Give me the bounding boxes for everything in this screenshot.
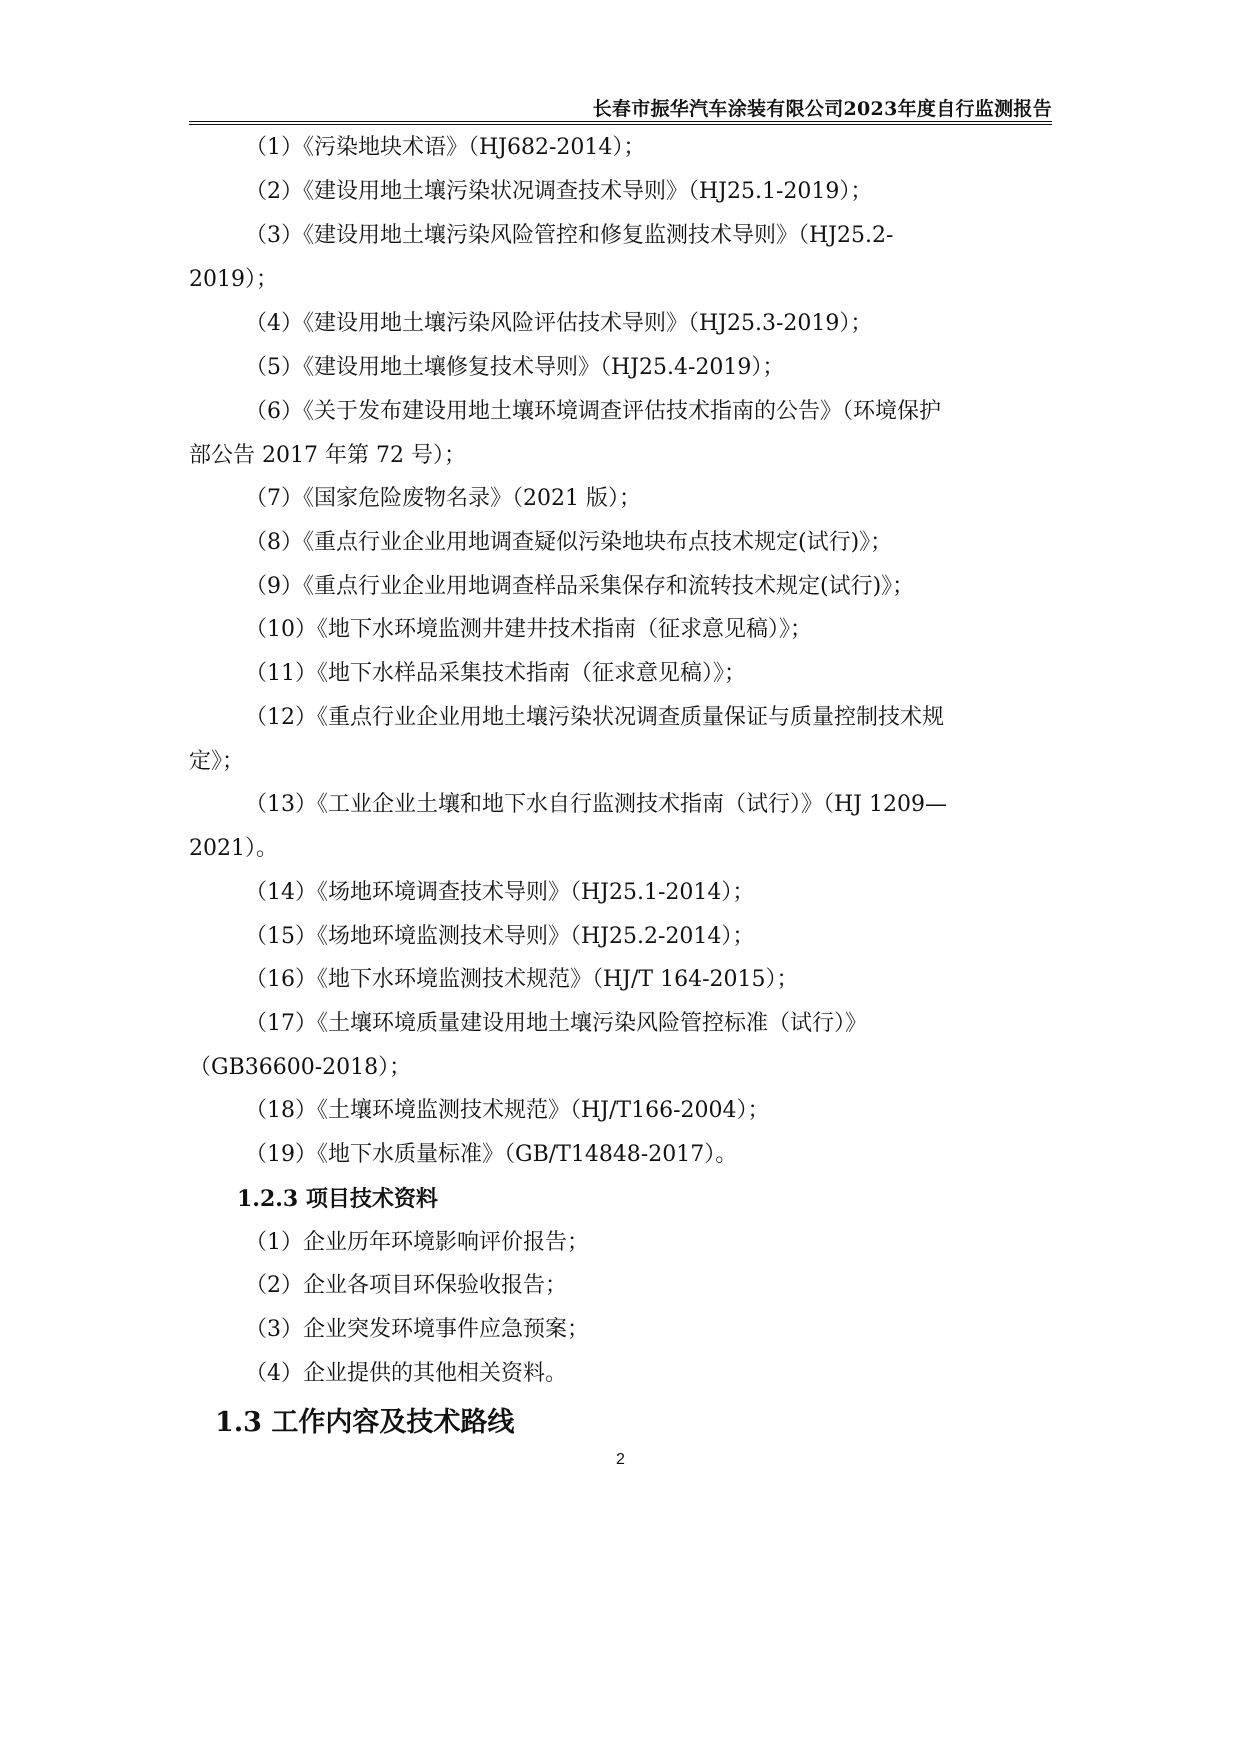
page-header-title: 长春市振华汽车涂装有限公司2023年度自行监测报告 [592, 98, 1052, 120]
reference-item: （3）《建设用地土壤污染风险管控和修复监测技术导则》（HJ25.2- [245, 223, 894, 248]
reference-item: （11）《地下水样品采集技术指南（征求意见稿）》； [245, 661, 746, 686]
reference-item: （14）《场地环境调查技术导则》（HJ25.1-2014）； [245, 880, 755, 905]
header-rule [189, 121, 1052, 122]
reference-item: （4）《建设用地土壤污染风险评估技术导则》（HJ25.3-2019）； [245, 311, 873, 336]
reference-item: （1）《污染地块术语》（HJ682-2014）； [245, 135, 646, 160]
page-number: 2 [616, 1451, 625, 1468]
reference-item: （7）《国家危险废物名录》（2021 版）； [245, 486, 641, 511]
reference-item: （15）《场地环境监测技术导则》（HJ25.2-2014）； [245, 924, 755, 949]
reference-item: （17）《土壤环境质量建设用地土壤污染风险管控标准（试行）》 [245, 1011, 867, 1036]
reference-item-continuation: 定》； [189, 749, 245, 774]
reference-item: （5）《建设用地土壤修复技术导则》（HJ25.4-2019）； [245, 355, 785, 380]
technical-material-item: （1）企业历年环境影响评价报告； [245, 1230, 589, 1255]
reference-item: （9）《重点行业企业用地调查样品采集保存和流转技术规定(试行)》； [245, 574, 915, 599]
technical-material-item: （4）企业提供的其他相关资料。 [245, 1361, 567, 1386]
reference-item: （19）《地下水质量标准》（GB/T14848-2017）。 [245, 1142, 738, 1167]
reference-item: （8）《重点行业企业用地调查疑似污染地块布点技术规定(试行)》； [245, 530, 893, 555]
reference-item: （12）《重点行业企业用地土壤污染状况调查质量保证与质量控制技术规 [245, 705, 944, 730]
reference-item-continuation: 2021）。 [189, 836, 278, 861]
reference-item: （6）《关于发布建设用地土壤环境调查评估技术指南的公告》（环境保护 [245, 399, 941, 424]
technical-material-item: （3）企业突发环境事件应急预案； [245, 1317, 589, 1342]
reference-item: （18）《土壤环境监测技术规范》（HJ/T166-2004）； [245, 1098, 770, 1123]
technical-material-item: （2）企业各项目环保验收报告； [245, 1273, 567, 1298]
reference-item: （2）《建设用地土壤污染状况调查技术导则》（HJ25.1-2019）； [245, 179, 873, 204]
header-rule-thin [189, 124, 1052, 125]
subsection-heading: 1.2.3 项目技术资料 [237, 1186, 438, 1212]
reference-item-continuation: （GB36600-2018）； [189, 1055, 412, 1080]
reference-item-continuation: 部公告 2017 年第 72 号）； [189, 443, 466, 468]
section-heading: 1.3 工作内容及技术路线 [215, 1407, 515, 1438]
reference-item: （10）《地下水环境监测井建井技术指南（征求意见稿）》； [245, 617, 812, 642]
reference-item-continuation: 2019）； [189, 267, 278, 292]
reference-item: （13）《工业企业土壤和地下水自行监测技术指南（试行）》（HJ 1209— [245, 792, 947, 817]
reference-item: （16）《地下水环境监测技术规范》（HJ/T 164-2015）； [245, 967, 799, 992]
